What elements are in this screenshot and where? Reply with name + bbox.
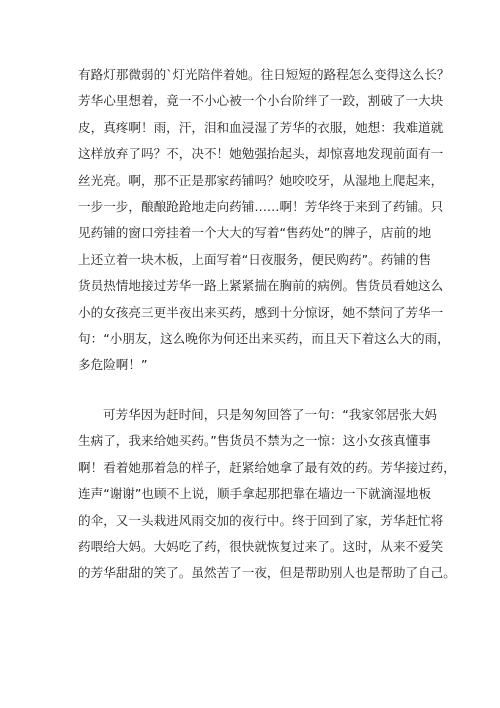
text-line: 见药铺的窗口旁挂着一个大大的写着“售药处”的牌子，店前的地	[78, 225, 432, 241]
text-line: 小的女孩亮三更半夜出来买药，感到十分惊讶，她不禁问了芳华一	[78, 304, 444, 320]
text-line: 上还立着一块木板，上面写着“日夜服务，便民购药”。药铺的售	[78, 251, 432, 267]
text-line: 丝光亮。啊，那不正是那家药铺吗？她咬咬牙，从湿地上爬起来，	[78, 172, 444, 188]
text-line: 啊！看着她那着急的样子，赶紧给她拿了最有效的药。芳华接过药，	[78, 459, 456, 475]
text-line: 的芳华甜甜的笑了。虽然苦了一夜，但是帮助别人也是帮助了自己。	[78, 565, 456, 581]
text-line: 货员热情地接过芳华一路上紧紧揣在胸前的病例。售货员看她这么	[78, 278, 444, 294]
text-line: 药喂给大妈。大妈吃了药，很快就恢复过来了。这时，从来不爱笑	[78, 538, 444, 554]
text-line: 皮，真疼啊！雨，汗，泪和血浸湿了芳华的衣服，她想：我难道就	[78, 119, 444, 135]
text-line: 句：“小朋友，这么晚你为何还出来买药，而且天下着这么大的雨，	[78, 330, 450, 346]
text-line: 可芳华因为赶时间，只是匆匆回答了一句：“我家邻居张大妈	[103, 407, 437, 422]
text-line: 芳华心里想着，竟一不小心被一个小台阶绊了一跤，割破了一大块	[78, 93, 444, 109]
paragraph-2	[78, 402, 456, 587]
text-line: 生病了，我来给她买药。”售货员不禁为之一惊：这小女孩真懂事	[78, 433, 431, 449]
text-line: 多危险啊！”	[78, 357, 148, 373]
text-line: 的伞，又一头栽进风雨交加的夜行中。终于回到了家，芳华赶忙将	[78, 512, 444, 528]
text-line: 一步一步，酿酿跄跄地走向药铺……啊！芳华终于来到了药铺。只	[78, 198, 444, 214]
paragraph-1	[78, 62, 450, 379]
text-line: 连声“谢谢”也顾不上说，顺手拿起那把靠在墙边一下就滴湿地板	[78, 486, 432, 502]
text-line: 有路灯那微弱的`灯光陪伴着她。往日短短的路程怎么变得这么长？	[78, 67, 450, 82]
text-line: 这样放弃了吗？不，决不！她勉强抬起头，却惊喜地发现前面有一	[78, 146, 444, 162]
